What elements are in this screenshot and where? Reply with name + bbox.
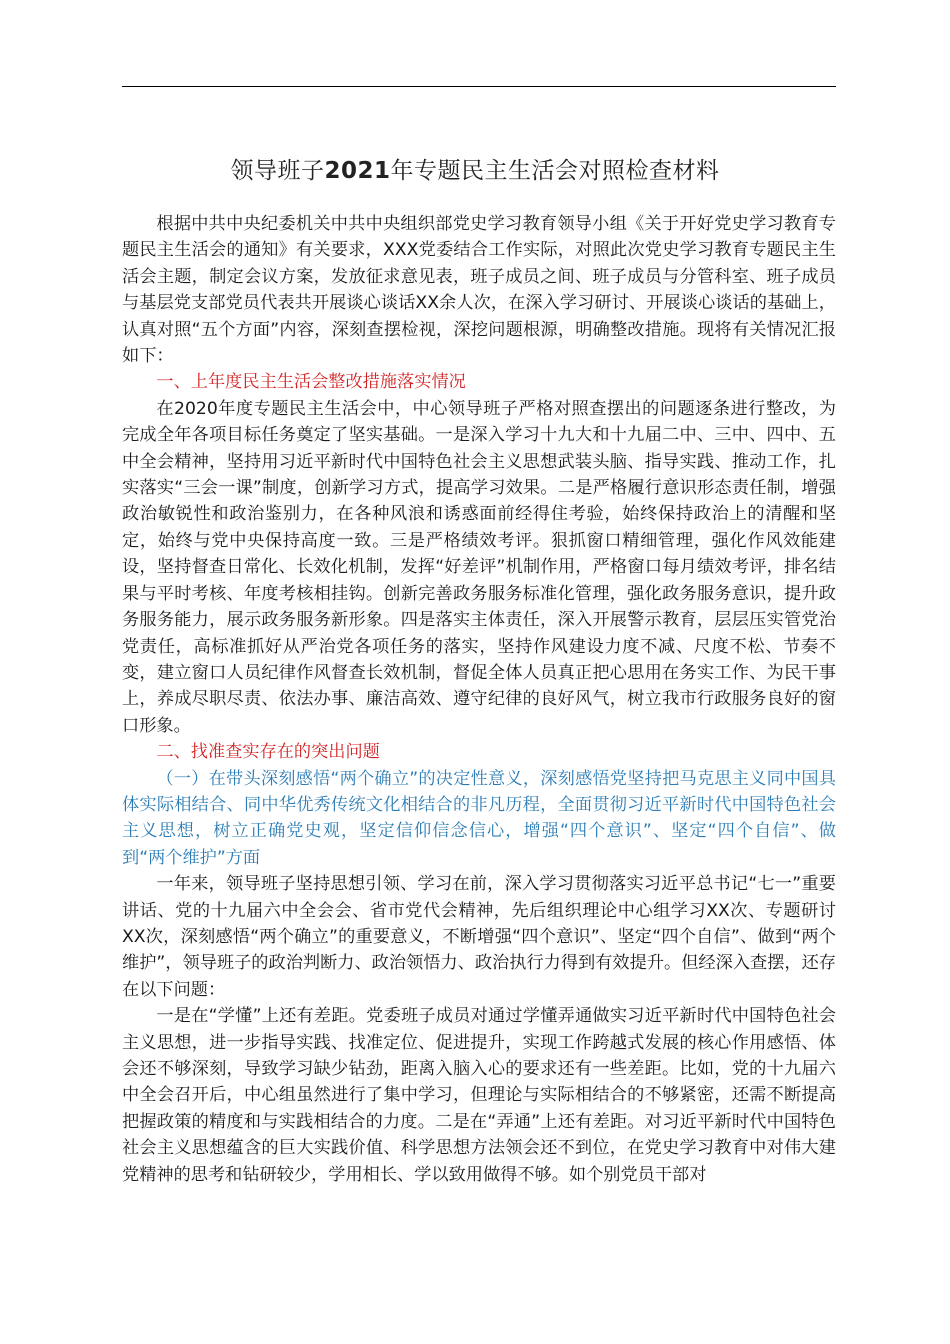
title-suffix: 年专题民主生活会对照检查材料 bbox=[390, 158, 720, 184]
header-rule bbox=[122, 86, 836, 87]
section-1-paragraph: 在2020年度专题民主生活会中，中心领导班子严格对照查摆出的问题逐条进行整改，为完成全年各项目标任务奠定了坚实基础。一是深入学习十九大和十九届二中、三中、四中、五中全会精神，坚持用习近平新时代中国特色社会主义思想武装头脑、指导实践、推动工作，扎实落实“三会一课”制度，创新学习方式，提高学习效果。二是严格履行意识形态责任制，增强政治敏锐性和政治鉴别力，在各种风浪和诱惑面前经得住考验，始终保持政治上的清醒和坚定，始终与党中央保持高度一致。三是严格绩效考评。狠抓窗口精细管理，强化作风效能建设，坚持督查日常化、长效化机制，发挥“好差评”机制作用，严格窗口每月绩效考评，排名结果与平时考核、年度考核相挂钩。创新完善政务服务标准化管理，强化政务服务意识，提升政务服务能力，展示政务服务新形象。四是落实主体责任，深入开展警示教育，层层压实管党治党责任，高标准抓好从严治党各项任务的落实，坚持作风建设力度不减、尺度不松、节奏不变，建立窗口人员纪律作风督查长效机制，督促全体人员真正把心思用在务实工作、为民干事上，养成尽职尽责、依法办事、廉洁高效、遵守纪律的良好风气，树立我市行政服务良好的窗口形象。 bbox=[122, 398, 836, 736]
title-prefix: 领导班子 bbox=[230, 158, 325, 184]
intro-paragraph: 根据中共中央纪委机关中共中央组织部党史学习教育领导小组《关于开好党史学习教育专题民主生活会的通知》有关要求，XXX党委结合工作实际，对照此次党史学习教育专题民主生活会主题，制定会议方案，发放征求意见表，班子成员之间、班子成员与分管科室、班子成员与基层党支部党员代表共开展谈心谈话XX余人次，在深入学习研讨、开展谈心谈话的基础上，认真对照“五个方面”内容，深刻查摆检视，深挖问题根源，明确整改措施。现将有关情况汇报如下： bbox=[122, 214, 836, 367]
paragraph-overview: 一年来，领导班子坚持思想引领、学习在前，深入学习贯彻落实习近平总书记“七一”重要讲话、党的十九届六中全会会、省市党代会精神，先后组织理论中心组学习XX次、专题研讨XX次，深刻感悟“两个确立”的重要意义，不断增强“四个意识”、坚定“四个自信”、做到“两个维护”，领导班子的政治判断力、政治领悟力、政治执行力得到有效提升。但经深入查摆，还存在以下问题： bbox=[122, 874, 836, 1000]
paragraph-issues: 一是在“学懂”上还有差距。党委班子成员对通过学懂弄通做实习近平新时代中国特色社会主义思想，进一步指导实践、找准定位、促进提升，实现工作跨越式发展的核心作用感悟、体会还不够深刻，导致学习缺少钻劲，距离入脑入心的要求还有一些差距。比如，党的十九届六中全会召开后，中心组虽然进行了集中学习，但理论与实际相结合的不够紧密，还需不断提高把握政策的精度和与实践相结合的力度。二是在“弄通”上还有差距。对习近平新时代中国特色社会主义思想蕴含的巨大实践价值、科学思想方法领会还不到位，在党史学习教育中对伟大建党精神的思考和钻研较少，学用相长、学以致用做得不够。如个别党员干部对 bbox=[122, 1006, 836, 1185]
section-heading-2: 二、找准查实存在的突出问题 bbox=[156, 742, 380, 763]
document-body bbox=[122, 211, 836, 1188]
subsection-heading-1: （一）在带头深刻感悟“两个确立”的决定性意义，深刻感悟党坚持把马克思主义同中国具体实际相结合、同中华优秀传统文化相结合的非凡历程，全面贯彻习近平新时代中国特色社会主义思想，树立正确党史观，坚定信仰信念信心，增强“四个意识”、坚定“四个自信”、做到“两个维护”方面 bbox=[122, 768, 836, 868]
page-title bbox=[0, 152, 950, 185]
title-year: 2021 bbox=[324, 158, 391, 184]
section-heading-1: 一、上年度民主生活会整改措施落实情况 bbox=[156, 372, 466, 393]
